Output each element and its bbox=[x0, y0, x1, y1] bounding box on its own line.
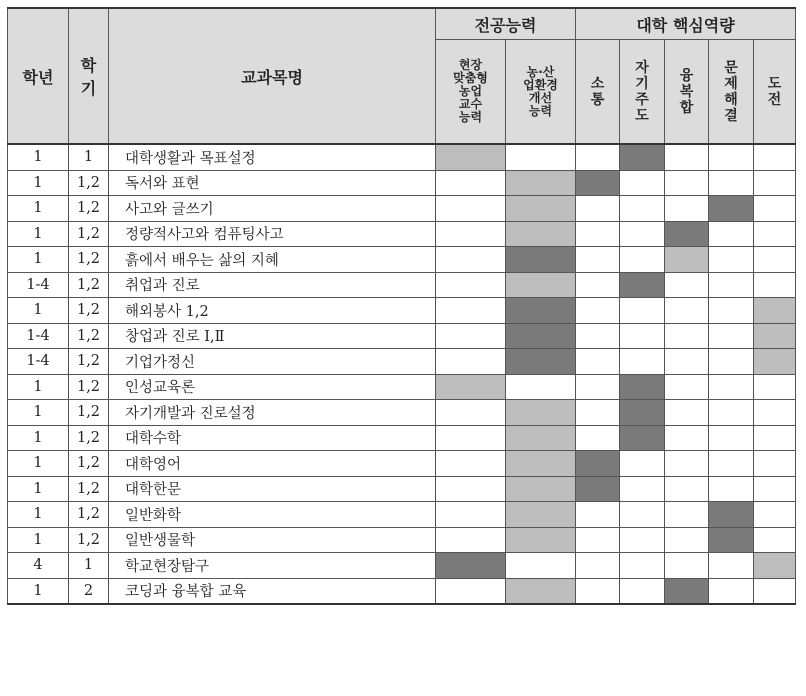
mark-communication bbox=[576, 374, 620, 400]
mark-challenge bbox=[754, 553, 796, 579]
mark-problem-solving bbox=[709, 553, 754, 579]
mark-problem-solving bbox=[709, 298, 754, 324]
mark-convergence bbox=[665, 349, 709, 375]
mark-problem-solving bbox=[709, 196, 754, 222]
cell-grade: 1 bbox=[8, 221, 69, 247]
cell-semester: 1,2 bbox=[69, 374, 109, 400]
header-line: 도 bbox=[767, 75, 782, 92]
mark-problem-solving bbox=[709, 476, 754, 502]
cell-course-name: 대학수학 bbox=[109, 425, 436, 451]
header-line: 능력 bbox=[528, 103, 553, 118]
table-row bbox=[8, 323, 796, 349]
table-row bbox=[8, 247, 796, 273]
mark-problem-solving bbox=[709, 272, 754, 298]
mark-challenge bbox=[754, 349, 796, 375]
cell-grade: 1 bbox=[8, 578, 69, 604]
header-line: 융 bbox=[679, 67, 694, 84]
table-row bbox=[8, 272, 796, 298]
cell-grade: 1 bbox=[8, 298, 69, 324]
header-line: 합 bbox=[679, 99, 694, 116]
mark-problem-solving bbox=[709, 247, 754, 273]
mark-self-direction bbox=[620, 502, 665, 528]
cell-grade: 1-4 bbox=[8, 323, 69, 349]
mark-challenge bbox=[754, 578, 796, 604]
table-row bbox=[8, 451, 796, 477]
cell-semester: 1,2 bbox=[69, 272, 109, 298]
mark-communication bbox=[576, 502, 620, 528]
cell-grade: 1 bbox=[8, 196, 69, 222]
cell-course-name: 코딩과 융복합 교육 bbox=[109, 578, 436, 604]
mark-challenge bbox=[754, 476, 796, 502]
cell-grade: 1 bbox=[8, 502, 69, 528]
header-line: 제 bbox=[724, 75, 738, 92]
mark-field-teaching bbox=[436, 349, 506, 375]
cell-semester: 1,2 bbox=[69, 170, 109, 196]
header-course-name: 교과목명 bbox=[109, 8, 436, 144]
mark-convergence bbox=[665, 476, 709, 502]
cell-course-name: 일반생물학 bbox=[109, 527, 436, 553]
mark-communication bbox=[576, 221, 620, 247]
mark-communication bbox=[576, 144, 620, 170]
cell-semester: 1,2 bbox=[69, 298, 109, 324]
header-line: 소 bbox=[590, 75, 605, 92]
header-line: 주 bbox=[635, 91, 649, 108]
mark-env-improvement bbox=[506, 247, 576, 273]
mark-self-direction bbox=[620, 374, 665, 400]
table-row bbox=[8, 476, 796, 502]
mark-env-improvement bbox=[506, 144, 576, 170]
mark-communication bbox=[576, 553, 620, 579]
mark-challenge bbox=[754, 323, 796, 349]
cell-semester: 2 bbox=[69, 578, 109, 604]
table-row bbox=[8, 527, 796, 553]
cell-grade: 1 bbox=[8, 476, 69, 502]
mark-challenge bbox=[754, 196, 796, 222]
cell-semester: 1,2 bbox=[69, 476, 109, 502]
table-row bbox=[8, 170, 796, 196]
mark-convergence bbox=[665, 400, 709, 426]
header-line: 기 bbox=[635, 75, 649, 92]
header-line: 전 bbox=[767, 91, 782, 108]
mark-convergence bbox=[665, 221, 709, 247]
cell-course-name: 일반화학 bbox=[109, 502, 436, 528]
header-line: 해 bbox=[724, 91, 738, 108]
header-env-improvement bbox=[506, 40, 576, 145]
header-line: 농업 bbox=[458, 84, 483, 98]
mark-challenge bbox=[754, 374, 796, 400]
mark-field-teaching bbox=[436, 196, 506, 222]
mark-field-teaching bbox=[436, 502, 506, 528]
header-line: 도 bbox=[635, 107, 649, 124]
mark-self-direction bbox=[620, 298, 665, 324]
cell-grade: 1 bbox=[8, 247, 69, 273]
header-self-direction bbox=[620, 40, 665, 145]
cell-grade: 1 bbox=[8, 400, 69, 426]
cell-course-name: 기업가정신 bbox=[109, 349, 436, 375]
header-communication bbox=[576, 40, 620, 145]
cell-grade: 1 bbox=[8, 170, 69, 196]
header-core-competency: 대학 핵심역량 bbox=[576, 8, 796, 40]
mark-self-direction bbox=[620, 170, 665, 196]
cell-semester: 1,2 bbox=[69, 349, 109, 375]
cell-semester: 1,2 bbox=[69, 221, 109, 247]
mark-self-direction bbox=[620, 221, 665, 247]
mark-challenge bbox=[754, 170, 796, 196]
mark-field-teaching bbox=[436, 374, 506, 400]
mark-convergence bbox=[665, 374, 709, 400]
header-line: 농·산 bbox=[526, 64, 555, 79]
mark-convergence bbox=[665, 196, 709, 222]
table-row bbox=[8, 144, 796, 170]
mark-convergence bbox=[665, 247, 709, 273]
cell-course-name: 해외봉사 1,2 bbox=[109, 298, 436, 324]
mark-challenge bbox=[754, 451, 796, 477]
header-challenge bbox=[754, 40, 796, 145]
mark-problem-solving bbox=[709, 425, 754, 451]
cell-grade: 1 bbox=[8, 451, 69, 477]
mark-env-improvement bbox=[506, 527, 576, 553]
mark-communication bbox=[576, 323, 620, 349]
table-row bbox=[8, 298, 796, 324]
mark-convergence bbox=[665, 425, 709, 451]
mark-convergence bbox=[665, 527, 709, 553]
mark-self-direction bbox=[620, 476, 665, 502]
mark-env-improvement bbox=[506, 298, 576, 324]
cell-course-name: 정량적사고와 컴퓨팅사고 bbox=[109, 221, 436, 247]
header-line: 복 bbox=[679, 83, 694, 100]
mark-env-improvement bbox=[506, 502, 576, 528]
cell-semester: 1,2 bbox=[69, 400, 109, 426]
mark-self-direction bbox=[620, 578, 665, 604]
mark-self-direction bbox=[620, 144, 665, 170]
mark-problem-solving bbox=[709, 400, 754, 426]
cell-course-name: 취업과 진로 bbox=[109, 272, 436, 298]
mark-communication bbox=[576, 451, 620, 477]
mark-field-teaching bbox=[436, 425, 506, 451]
mark-field-teaching bbox=[436, 221, 506, 247]
cell-grade: 1 bbox=[8, 374, 69, 400]
mark-challenge bbox=[754, 400, 796, 426]
mark-convergence bbox=[665, 578, 709, 604]
mark-challenge bbox=[754, 298, 796, 324]
mark-communication bbox=[576, 578, 620, 604]
mark-challenge bbox=[754, 247, 796, 273]
mark-self-direction bbox=[620, 425, 665, 451]
mark-communication bbox=[576, 425, 620, 451]
cell-grade: 1 bbox=[8, 527, 69, 553]
mark-self-direction bbox=[620, 349, 665, 375]
mark-field-teaching bbox=[436, 323, 506, 349]
mark-problem-solving bbox=[709, 502, 754, 528]
mark-env-improvement bbox=[506, 349, 576, 375]
mark-field-teaching bbox=[436, 476, 506, 502]
mark-env-improvement bbox=[506, 553, 576, 579]
mark-env-improvement bbox=[506, 323, 576, 349]
mark-challenge bbox=[754, 527, 796, 553]
mark-convergence bbox=[665, 553, 709, 579]
mark-self-direction bbox=[620, 553, 665, 579]
mark-communication bbox=[576, 476, 620, 502]
mark-field-teaching bbox=[436, 144, 506, 170]
mark-field-teaching bbox=[436, 527, 506, 553]
mark-communication bbox=[576, 400, 620, 426]
mark-convergence bbox=[665, 298, 709, 324]
cell-grade: 1-4 bbox=[8, 349, 69, 375]
header-line: 교수 bbox=[458, 97, 483, 111]
mark-self-direction bbox=[620, 272, 665, 298]
mark-problem-solving bbox=[709, 323, 754, 349]
mark-problem-solving bbox=[709, 527, 754, 553]
mark-self-direction bbox=[620, 400, 665, 426]
header-major-competency: 전공능력 bbox=[436, 8, 576, 40]
cell-course-name: 창업과 진로 Ⅰ,Ⅱ bbox=[109, 323, 436, 349]
mark-convergence bbox=[665, 144, 709, 170]
cell-course-name: 인성교육론 bbox=[109, 374, 436, 400]
mark-communication bbox=[576, 170, 620, 196]
header-line: 통 bbox=[590, 91, 605, 108]
cell-course-name: 대학생활과 목표설정 bbox=[109, 144, 436, 170]
cell-course-name: 사고와 글쓰기 bbox=[109, 196, 436, 222]
mark-challenge bbox=[754, 221, 796, 247]
mark-env-improvement bbox=[506, 221, 576, 247]
cell-semester: 1,2 bbox=[69, 247, 109, 273]
mark-self-direction bbox=[620, 196, 665, 222]
header-semester-line: 학 bbox=[80, 56, 97, 75]
table-row bbox=[8, 553, 796, 579]
header-line: 능력 bbox=[458, 110, 483, 124]
mark-field-teaching bbox=[436, 247, 506, 273]
mark-problem-solving bbox=[709, 374, 754, 400]
header-line: 결 bbox=[724, 107, 738, 124]
table-row bbox=[8, 196, 796, 222]
mark-env-improvement bbox=[506, 400, 576, 426]
cell-semester: 1,2 bbox=[69, 425, 109, 451]
mark-convergence bbox=[665, 502, 709, 528]
mark-convergence bbox=[665, 170, 709, 196]
cell-course-name: 자기개발과 진로설정 bbox=[109, 400, 436, 426]
mark-problem-solving bbox=[709, 221, 754, 247]
mark-communication bbox=[576, 247, 620, 273]
table-row bbox=[8, 425, 796, 451]
mark-problem-solving bbox=[709, 451, 754, 477]
table-row bbox=[8, 374, 796, 400]
mark-problem-solving bbox=[709, 170, 754, 196]
mark-field-teaching bbox=[436, 578, 506, 604]
cell-semester: 1,2 bbox=[69, 196, 109, 222]
cell-semester: 1,2 bbox=[69, 451, 109, 477]
mark-self-direction bbox=[620, 527, 665, 553]
mark-communication bbox=[576, 272, 620, 298]
table-row bbox=[8, 221, 796, 247]
table-row bbox=[8, 578, 796, 604]
mark-convergence bbox=[665, 451, 709, 477]
cell-course-name: 독서와 표현 bbox=[109, 170, 436, 196]
competency-table-container bbox=[7, 7, 796, 605]
header-problem-solving bbox=[709, 40, 754, 145]
mark-field-teaching bbox=[436, 553, 506, 579]
cell-course-name: 학교현장탐구 bbox=[109, 553, 436, 579]
table-row bbox=[8, 502, 796, 528]
mark-challenge bbox=[754, 272, 796, 298]
mark-convergence bbox=[665, 323, 709, 349]
header-field-teaching bbox=[436, 40, 506, 145]
cell-grade: 1 bbox=[8, 425, 69, 451]
header-line: 업환경 bbox=[523, 77, 558, 92]
cell-semester: 1,2 bbox=[69, 323, 109, 349]
mark-challenge bbox=[754, 502, 796, 528]
cell-semester: 1,2 bbox=[69, 527, 109, 553]
header-line: 개선 bbox=[528, 90, 553, 105]
mark-field-teaching bbox=[436, 170, 506, 196]
header-line: 맞춤형 bbox=[453, 71, 488, 85]
competency-table bbox=[7, 7, 796, 605]
mark-self-direction bbox=[620, 247, 665, 273]
mark-communication bbox=[576, 349, 620, 375]
mark-env-improvement bbox=[506, 476, 576, 502]
mark-challenge bbox=[754, 425, 796, 451]
course-rows bbox=[8, 144, 796, 604]
mark-convergence bbox=[665, 272, 709, 298]
header-semester-line: 기 bbox=[80, 79, 97, 98]
mark-env-improvement bbox=[506, 196, 576, 222]
cell-semester: 1,2 bbox=[69, 502, 109, 528]
mark-communication bbox=[576, 298, 620, 324]
mark-field-teaching bbox=[436, 451, 506, 477]
mark-communication bbox=[576, 527, 620, 553]
header-semester bbox=[69, 8, 109, 144]
mark-env-improvement bbox=[506, 170, 576, 196]
mark-env-improvement bbox=[506, 272, 576, 298]
mark-env-improvement bbox=[506, 374, 576, 400]
cell-grade: 4 bbox=[8, 553, 69, 579]
header-convergence bbox=[665, 40, 709, 145]
mark-self-direction bbox=[620, 323, 665, 349]
cell-course-name: 흙에서 배우는 삶의 지혜 bbox=[109, 247, 436, 273]
mark-field-teaching bbox=[436, 400, 506, 426]
mark-env-improvement bbox=[506, 578, 576, 604]
mark-field-teaching bbox=[436, 298, 506, 324]
mark-problem-solving bbox=[709, 144, 754, 170]
cell-semester: 1 bbox=[69, 553, 109, 579]
header-line: 문 bbox=[724, 59, 738, 76]
header-line: 자 bbox=[635, 59, 649, 76]
cell-grade: 1-4 bbox=[8, 272, 69, 298]
table-row bbox=[8, 400, 796, 426]
mark-env-improvement bbox=[506, 451, 576, 477]
cell-course-name: 대학영어 bbox=[109, 451, 436, 477]
mark-challenge bbox=[754, 144, 796, 170]
mark-self-direction bbox=[620, 451, 665, 477]
mark-problem-solving bbox=[709, 578, 754, 604]
cell-course-name: 대학한문 bbox=[109, 476, 436, 502]
header-line: 현장 bbox=[458, 58, 483, 72]
mark-problem-solving bbox=[709, 349, 754, 375]
table-row bbox=[8, 349, 796, 375]
cell-semester: 1 bbox=[69, 144, 109, 170]
header-grade: 학년 bbox=[8, 8, 69, 144]
mark-field-teaching bbox=[436, 272, 506, 298]
mark-env-improvement bbox=[506, 425, 576, 451]
cell-grade: 1 bbox=[8, 144, 69, 170]
mark-communication bbox=[576, 196, 620, 222]
